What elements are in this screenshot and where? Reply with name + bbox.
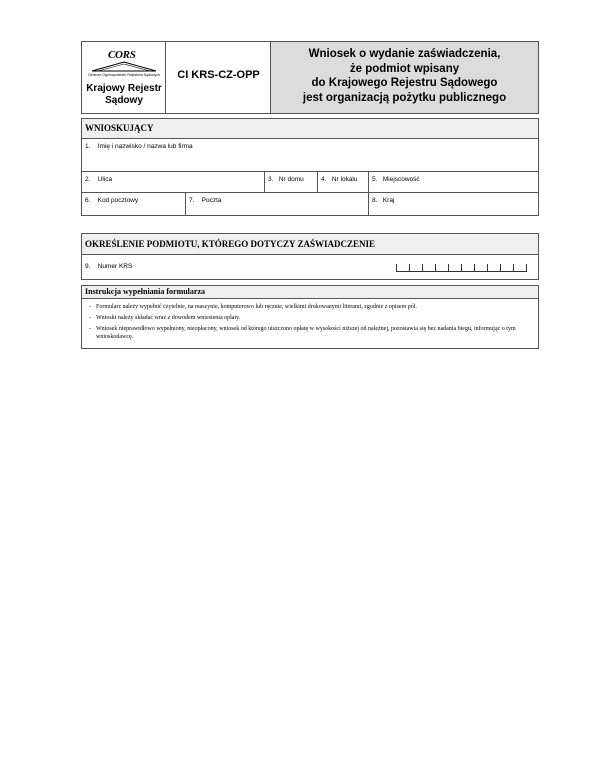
postal-field-label: Kod pocztowy xyxy=(97,197,139,204)
krs-digit-box[interactable] xyxy=(409,264,422,272)
street-field-label: Ulica xyxy=(97,176,113,183)
krs-digit-box[interactable] xyxy=(487,264,500,272)
city-field-number: 5. xyxy=(372,176,378,183)
apartment-field-number: 4. xyxy=(321,176,327,183)
logo-subtitle: Centrum Ogólnopolskich Rejestrów Sądowych xyxy=(88,73,160,77)
apartment-field-label: Nr lokalu xyxy=(331,176,358,183)
registry-name-line2: Sądowy xyxy=(105,95,143,106)
name-field-label: Imię i nazwisko / nazwa lub firma xyxy=(97,143,193,150)
applicant-heading: WNIOSKUJĄCY xyxy=(82,119,538,139)
country-field[interactable] xyxy=(369,193,538,215)
form-title-line3: do Krajowego Rejestru Sądowego xyxy=(311,77,498,89)
applicant-section xyxy=(81,118,539,216)
name-field-number: 1. xyxy=(85,143,91,150)
form-title xyxy=(271,47,538,105)
instruction-dash: - xyxy=(89,326,91,332)
cors-logo: CORS xyxy=(108,49,136,61)
form-code-cell xyxy=(166,42,271,113)
city-field-label: Miejscowość xyxy=(382,176,420,183)
instructions-section xyxy=(81,285,539,349)
entity-section xyxy=(81,233,539,280)
krs-digit-box[interactable] xyxy=(461,264,474,272)
instructions-heading: Instrukcja wypełniania formularza xyxy=(82,286,538,299)
form-title-line1: Wniosek o wydanie zaświadczenia, xyxy=(308,48,501,60)
house-number-field[interactable] xyxy=(265,172,318,193)
post-field-number: 7. xyxy=(189,197,195,204)
house-field-label: Nr domu xyxy=(278,176,304,183)
krs-digit-boxes[interactable] xyxy=(396,264,527,272)
country-field-number: 8. xyxy=(372,197,378,204)
instruction-item xyxy=(89,303,534,312)
country-field-label: Kraj xyxy=(382,197,395,204)
krs-field-label: Numer KRS xyxy=(97,263,133,270)
instruction-text: Wnioski należy składać wraz z dowodem wniesienia opłaty. xyxy=(96,315,241,321)
krs-digit-box[interactable] xyxy=(396,264,409,272)
registry-name xyxy=(82,83,166,107)
post-field-label: Poczta xyxy=(201,197,222,204)
instruction-dash: - xyxy=(89,315,91,321)
entity-heading: OKREŚLENIE PODMIOTU, KTÓREGO DOTYCZY ZAŚWIADCZENIE xyxy=(82,234,538,255)
instruction-dash: - xyxy=(89,304,91,310)
post-office-field[interactable] xyxy=(186,193,369,215)
form-header xyxy=(81,41,539,114)
form-code: CI KRS-CZ-OPP xyxy=(177,69,260,81)
city-field[interactable] xyxy=(369,172,538,193)
instruction-item xyxy=(89,314,534,323)
instruction-item xyxy=(89,325,534,343)
logo-cell xyxy=(82,42,166,113)
instruction-text: Wniosek nieprawidłowo wypełniony, nieopłacony, wniosek od którego uiszczono opłatę w wysokości niższej od należnej, pozostawia się bez nadania biegu, informując o tym wnioskodawcę. xyxy=(96,326,516,340)
postal-field-number: 6. xyxy=(85,197,91,204)
form-title-cell xyxy=(271,42,538,113)
cors-logo-icon xyxy=(90,60,158,72)
house-field-number: 3. xyxy=(268,176,274,183)
street-field[interactable] xyxy=(82,172,265,193)
apartment-number-field[interactable] xyxy=(318,172,369,193)
krs-digit-box[interactable] xyxy=(422,264,435,272)
krs-field-number: 9. xyxy=(85,263,91,270)
form-title-line4: jest organizacją pożytku publicznego xyxy=(302,91,507,104)
registry-name-line1: Krajowy Rejestr xyxy=(86,83,162,94)
name-field[interactable] xyxy=(82,139,538,172)
instruction-text: Formularz należy wypełnić czytelnie, na maszynie, komputerowo lub ręcznie, wielkimi drukowanymi literami, zgodnie z opisem pól. xyxy=(96,304,417,310)
krs-digit-box[interactable] xyxy=(435,264,448,272)
postal-code-field[interactable] xyxy=(82,193,186,215)
krs-digit-box[interactable] xyxy=(448,264,461,272)
form-title-line2: że podmiot wpisany xyxy=(349,62,460,75)
street-field-number: 2. xyxy=(85,176,91,183)
krs-digit-box[interactable] xyxy=(513,264,527,272)
krs-digit-box[interactable] xyxy=(474,264,487,272)
krs-digit-box[interactable] xyxy=(500,264,513,272)
